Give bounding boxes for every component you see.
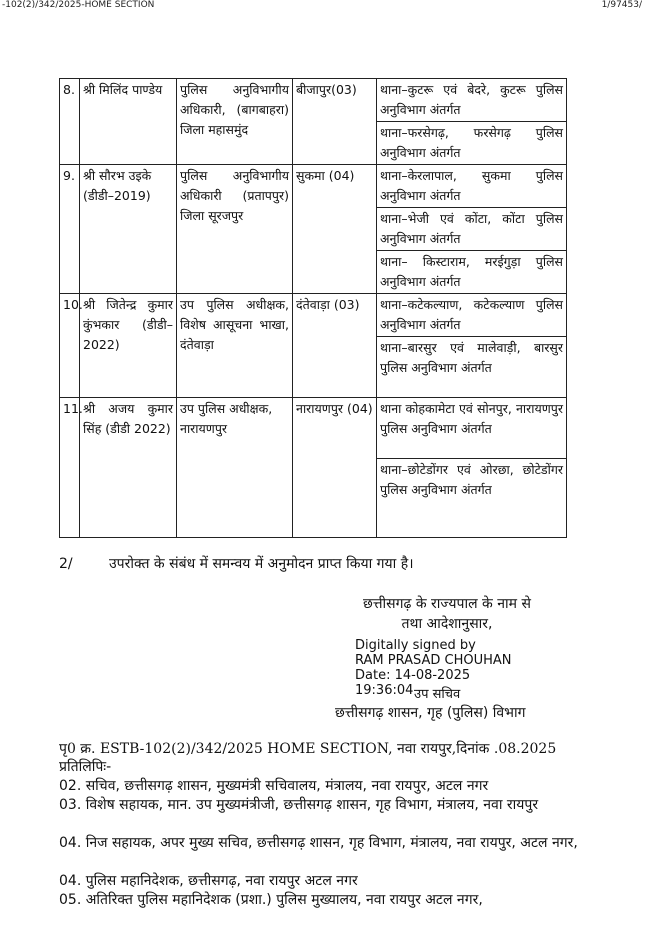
current-post: पुलिस अनुविभागीय अधिकारी, (बागबाहरा) जिला महासमुंद <box>177 79 293 165</box>
list-item: 02. सचिव, छत्तीसगढ़ शासन, मुख्यमंत्री सचिवालय, मंत्रालय, नवा रायपुर, अटल नगर <box>59 778 489 794</box>
assigned-area: थाना–फरसेगढ़, फरसेगढ़ पुलिस अनुविभाग अंतर्गत <box>377 122 567 165</box>
assigned-area: थाना–केरलापाल, सुकमा पुलिस अनुविभाग अंतर्गत <box>377 165 567 208</box>
signer-designation: उप सचिव <box>414 687 461 702</box>
district: सुकमा (04) <box>293 165 377 294</box>
assigned-area: थाना–भेजी एवं कोंटा, कोंटा पुलिस अनुविभाग अंतर्गत <box>377 208 567 251</box>
district: नारायणपुर (04) <box>293 398 377 538</box>
assigned-area: थाना– किस्टाराम, मरईगुड़ा पुलिस अनुविभाग अंतर्गत <box>377 251 567 294</box>
assigned-area: थाना–छोटेडोंगर एवं ओरछा, छोटेडोंगर पुलिस अनुविभाग अंतर्गत <box>377 459 567 538</box>
order-line-2: तथा आदेशानुसार, <box>401 616 493 632</box>
endorsement-reference: पृ0 क्र. ESTB-102(2)/342/2025 HOME SECTION, नवा रायपुर,दिनांक .08.2025 <box>59 741 557 757</box>
signature-date: Date: 14-08-2025 <box>355 668 471 683</box>
table-row <box>60 294 567 337</box>
district: बीजापुर(03) <box>293 79 377 165</box>
assigned-area: थाना–बारसुर एवं मालेवाड़ी, बारसुर पुलिस अनुविभाग अंतर्गत <box>377 337 567 398</box>
current-post: उप पुलिस अधीक्षक, विशेष आसूचना भाखा, दंतेवाड़ा <box>177 294 293 398</box>
serial-number: 8. <box>60 79 80 165</box>
header-reference: -102(2)/342/2025-HOME SECTION <box>2 0 155 10</box>
serial-number: 9. <box>60 165 80 294</box>
approval-paragraph <box>59 554 414 573</box>
officer-name: श्री अजय कुमार सिंह (डीडी 2022) <box>80 398 177 538</box>
serial-number: 11. <box>60 398 80 538</box>
signature-time: 19:36:04 <box>355 683 414 698</box>
assigned-area: थाना–कुटरू एवं बेदरे, कुटरू पुलिस अनुविभाग अंतर्गत <box>377 79 567 122</box>
officer-name: श्री सौरभ उइके (डीडी–2019) <box>80 165 177 294</box>
header-file-number: 1/97453/ <box>601 0 642 10</box>
signer-name: RAM PRASAD CHOUHAN <box>355 653 512 668</box>
officer-name: श्री जितेन्द्र कुमार कुंभकार (डीडी–2022) <box>80 294 177 398</box>
list-item: 04. निज सहायक, अपर मुख्य सचिव, छत्तीसगढ़ शासन, गृह विभाग, मंत्रालय, नवा रायपुर, अटल नगर, <box>59 835 578 851</box>
serial-number: 10. <box>60 294 80 398</box>
list-item: 04. पुलिस महानिदेशक, छत्तीसगढ़, नवा रायपुर अटल नगर <box>59 873 358 889</box>
district: दंतेवाड़ा (03) <box>293 294 377 398</box>
list-item: 03. विशेष सहायक, मान. उप मुख्यमंत्रीजी, छत्तीसगढ़ शासन, गृह विभाग, मंत्रालय, नवा रायपुर <box>59 797 539 813</box>
order-line-1: छत्तीसगढ़ के राज्यपाल के नाम से <box>363 596 531 612</box>
assigned-area: थाना कोहकामेटा एवं सोनपुर, नारायणपुर पुलिस अनुविभाग अंतर्गत <box>377 398 567 459</box>
table-row <box>60 165 567 208</box>
current-post: उप पुलिस अधीक्षक, नारायणपुर <box>177 398 293 538</box>
assigned-area: थाना–कटेकल्याण, कटेकल्याण पुलिस अनुविभाग अंतर्गत <box>377 294 567 337</box>
table-row <box>60 79 567 122</box>
digital-signature-line: Digitally signed by <box>355 638 476 653</box>
copies-heading: प्रतिलिपिः- <box>59 759 112 775</box>
current-post: पुलिस अनुविभागीय अधिकारी (प्रतापपुर) जिला सूरजपुर <box>177 165 293 294</box>
table-row <box>60 398 567 459</box>
department-name: छत्तीसगढ़ शासन, गृह (पुलिस) विभाग <box>335 705 526 721</box>
paragraph-number: 2/ <box>59 556 73 572</box>
officer-name: श्री मिलिंद पाण्डेय <box>80 79 177 165</box>
posting-table <box>59 78 567 538</box>
paragraph-text: उपरोक्त के संबंध में समन्वय में अनुमोदन प्राप्त किया गया है। <box>109 556 414 572</box>
governor-order-block <box>342 594 552 634</box>
list-item: 05. अतिरिक्त पुलिस महानिदेशक (प्रशा.) पुलिस मुख्यालय, नवा रायपुर अटल नगर, <box>59 892 483 908</box>
